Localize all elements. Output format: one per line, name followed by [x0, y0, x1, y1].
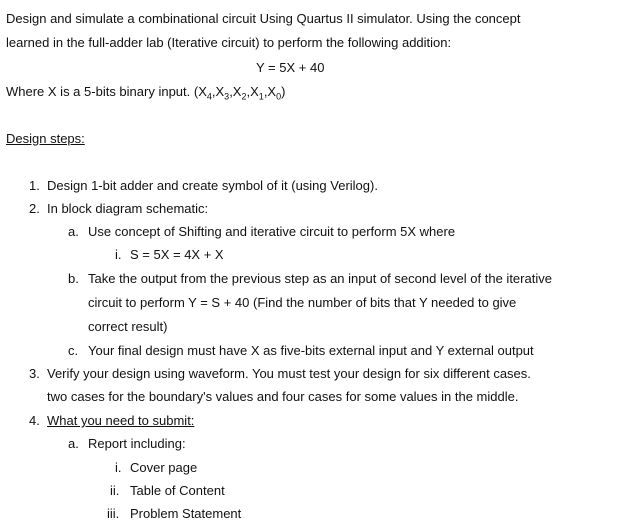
- step-2a-i-text: S = 5X = 4X + X: [130, 247, 224, 262]
- step-2b-text-2: circuit to perform Y = S + 40 (Find the number of bits that Y needed to give: [88, 295, 517, 310]
- equation: Y = 5X + 40: [256, 60, 325, 75]
- sub-x1: 1: [258, 91, 264, 102]
- step-2a-text: Use concept of Shifting and iterative circuit to perform 5X where: [88, 224, 456, 239]
- where-prefix: Where X is a 5-bits binary input. (X: [6, 84, 207, 99]
- step-2c-marker: c.: [68, 343, 79, 358]
- step-2-marker: 2.: [29, 201, 40, 216]
- step-4-marker: 4.: [29, 413, 40, 428]
- sub-x0: 0: [276, 91, 282, 102]
- step-4a-iii-text: Problem Statement: [130, 506, 242, 521]
- step-4a-ii-text: Table of Content: [130, 483, 225, 498]
- step-2b-marker: b.: [68, 271, 79, 286]
- step-2-text: In block diagram schematic:: [47, 201, 209, 216]
- step-2a-marker: a.: [68, 224, 79, 239]
- step-2c-text: Your final design must have X as five-bits external input and Y external output: [88, 343, 534, 358]
- step-2b-text-1: Take the output from the previous step as an input of second level of the iterative: [88, 271, 552, 286]
- step-4a-text: Report including:: [88, 436, 186, 451]
- step-1-marker: 1.: [29, 178, 40, 193]
- step-4a-iii-marker: iii.: [107, 506, 120, 521]
- where-suffix: ): [281, 84, 286, 99]
- intro-line-2: learned in the full-adder lab (Iterative circuit) to perform the following addition:: [6, 35, 452, 50]
- where-line: Where X is a 5-bits binary input. $(X_4,X_3,X_2,X_1,X_0)$: [6, 84, 286, 102]
- step-3-text-2: two cases for the boundary's values and four cases for some values in the middle.: [47, 389, 519, 404]
- step-4a-marker: a.: [68, 436, 79, 451]
- step-2a-i-marker: i.: [115, 247, 122, 262]
- step-3-text-1: Verify your design using waveform. You must test your design for six different cases.: [47, 366, 531, 381]
- sub-x2: 2: [241, 91, 247, 102]
- step-2b-text-3: correct result): [88, 319, 168, 334]
- step-4a-i-marker: i.: [115, 460, 122, 475]
- step-4a-i-text: Cover page: [130, 460, 198, 475]
- design-steps-heading: Design steps:: [6, 131, 85, 146]
- intro-line-1: Design and simulate a combinational circuit Using Quartus II simulator. Using the concept: [6, 11, 521, 26]
- sub-x3: 3: [224, 91, 230, 102]
- step-1-text: Design 1-bit adder and create symbol of it (using Verilog).: [47, 178, 378, 193]
- step-4a-ii-marker: ii.: [110, 483, 120, 498]
- sub-x4: 4: [206, 91, 212, 102]
- step-4-text: What you need to submit:: [47, 413, 195, 428]
- step-3-marker: 3.: [29, 366, 40, 381]
